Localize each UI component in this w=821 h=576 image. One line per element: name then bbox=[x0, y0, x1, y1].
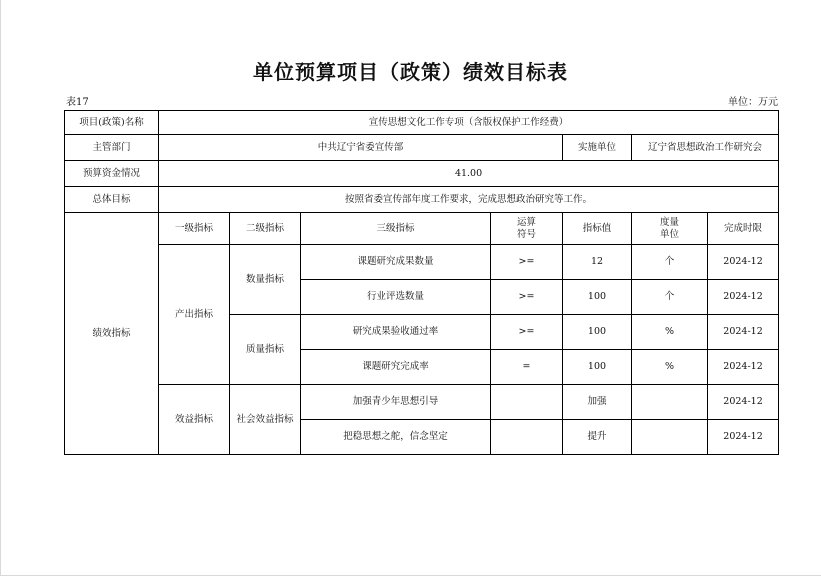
quantity-indicator-label: 数量指标 bbox=[230, 245, 301, 315]
budget-label: 预算资金情况 bbox=[65, 161, 159, 187]
department-label: 主管部门 bbox=[65, 135, 159, 161]
implementing-unit-label: 实施单位 bbox=[563, 135, 632, 161]
indicator-value: 100 bbox=[563, 350, 632, 385]
page-left-edge bbox=[0, 0, 1, 576]
col-level3: 三级指标 bbox=[301, 213, 491, 245]
indicator-deadline: 2024-12 bbox=[708, 420, 779, 455]
indicator-name: 把稳思想之舵，信念坚定 bbox=[301, 420, 491, 455]
indicator-operator: >= bbox=[491, 315, 563, 350]
project-name-label: 项目(政策)名称 bbox=[65, 111, 159, 135]
indicator-value: 提升 bbox=[563, 420, 632, 455]
indicator-unit: % bbox=[632, 350, 708, 385]
indicator-deadline: 2024-12 bbox=[708, 280, 779, 315]
output-indicator-label: 产出指标 bbox=[159, 245, 230, 385]
quality-indicator-label: 质量指标 bbox=[230, 315, 301, 385]
indicator-value: 12 bbox=[563, 245, 632, 280]
indicator-operator: >= bbox=[491, 245, 563, 280]
budget-value: 41.00 bbox=[159, 161, 779, 187]
col-level2: 二级指标 bbox=[230, 213, 301, 245]
col-unit: 度量 单位 bbox=[632, 213, 708, 245]
implementing-unit-value: 辽宁省思想政治工作研究会 bbox=[632, 135, 779, 161]
overall-goal-row bbox=[65, 187, 779, 213]
col-operator: 运算 符号 bbox=[491, 213, 563, 245]
col-deadline: 完成时限 bbox=[708, 213, 779, 245]
col-value: 指标值 bbox=[563, 213, 632, 245]
benefit-indicator-label: 效益指标 bbox=[159, 385, 230, 455]
indicator-unit bbox=[632, 385, 708, 420]
indicator-deadline: 2024-12 bbox=[708, 385, 779, 420]
page-title: 单位预算项目（政策）绩效目标表 bbox=[253, 60, 568, 84]
project-name-value: 宣传思想文化工作专项（含版权保护工作经费） bbox=[159, 111, 779, 135]
indicator-value: 100 bbox=[563, 280, 632, 315]
indicator-operator: >= bbox=[491, 280, 563, 315]
indicator-operator: = bbox=[491, 350, 563, 385]
indicator-unit: 个 bbox=[632, 245, 708, 280]
indicator-value: 100 bbox=[563, 315, 632, 350]
department-row bbox=[65, 135, 779, 161]
indicator-deadline: 2024-12 bbox=[708, 315, 779, 350]
social-benefit-indicator-label: 社会效益指标 bbox=[230, 385, 301, 455]
overall-goal-label: 总体目标 bbox=[65, 187, 159, 213]
indicator-unit: % bbox=[632, 315, 708, 350]
indicator-value: 加强 bbox=[563, 385, 632, 420]
indicator-name: 课题研究完成率 bbox=[301, 350, 491, 385]
table-number: 表17 bbox=[66, 97, 89, 108]
overall-goal-value: 按照省委宣传部年度工作要求，完成思想政治研究等工作。 bbox=[159, 187, 779, 213]
indicator-unit bbox=[632, 420, 708, 455]
col-level1: 一级指标 bbox=[159, 213, 230, 245]
performance-indicators-label: 绩效指标 bbox=[65, 213, 159, 455]
table-row bbox=[65, 385, 779, 420]
budget-row bbox=[65, 161, 779, 187]
table-row bbox=[65, 245, 779, 280]
indicator-name: 加强青少年思想引导 bbox=[301, 385, 491, 420]
indicator-name: 课题研究成果数量 bbox=[301, 245, 491, 280]
indicator-header-row bbox=[65, 213, 779, 245]
indicator-operator bbox=[491, 385, 563, 420]
department-value: 中共辽宁省委宣传部 bbox=[159, 135, 563, 161]
unit-label: 单位：万元 bbox=[728, 97, 778, 108]
indicator-name: 行业评选数量 bbox=[301, 280, 491, 315]
performance-goal-table bbox=[64, 110, 779, 455]
indicator-name: 研究成果验收通过率 bbox=[301, 315, 491, 350]
indicator-deadline: 2024-12 bbox=[708, 350, 779, 385]
indicator-unit: 个 bbox=[632, 280, 708, 315]
indicator-operator bbox=[491, 420, 563, 455]
indicator-deadline: 2024-12 bbox=[708, 245, 779, 280]
project-name-row bbox=[65, 111, 779, 135]
